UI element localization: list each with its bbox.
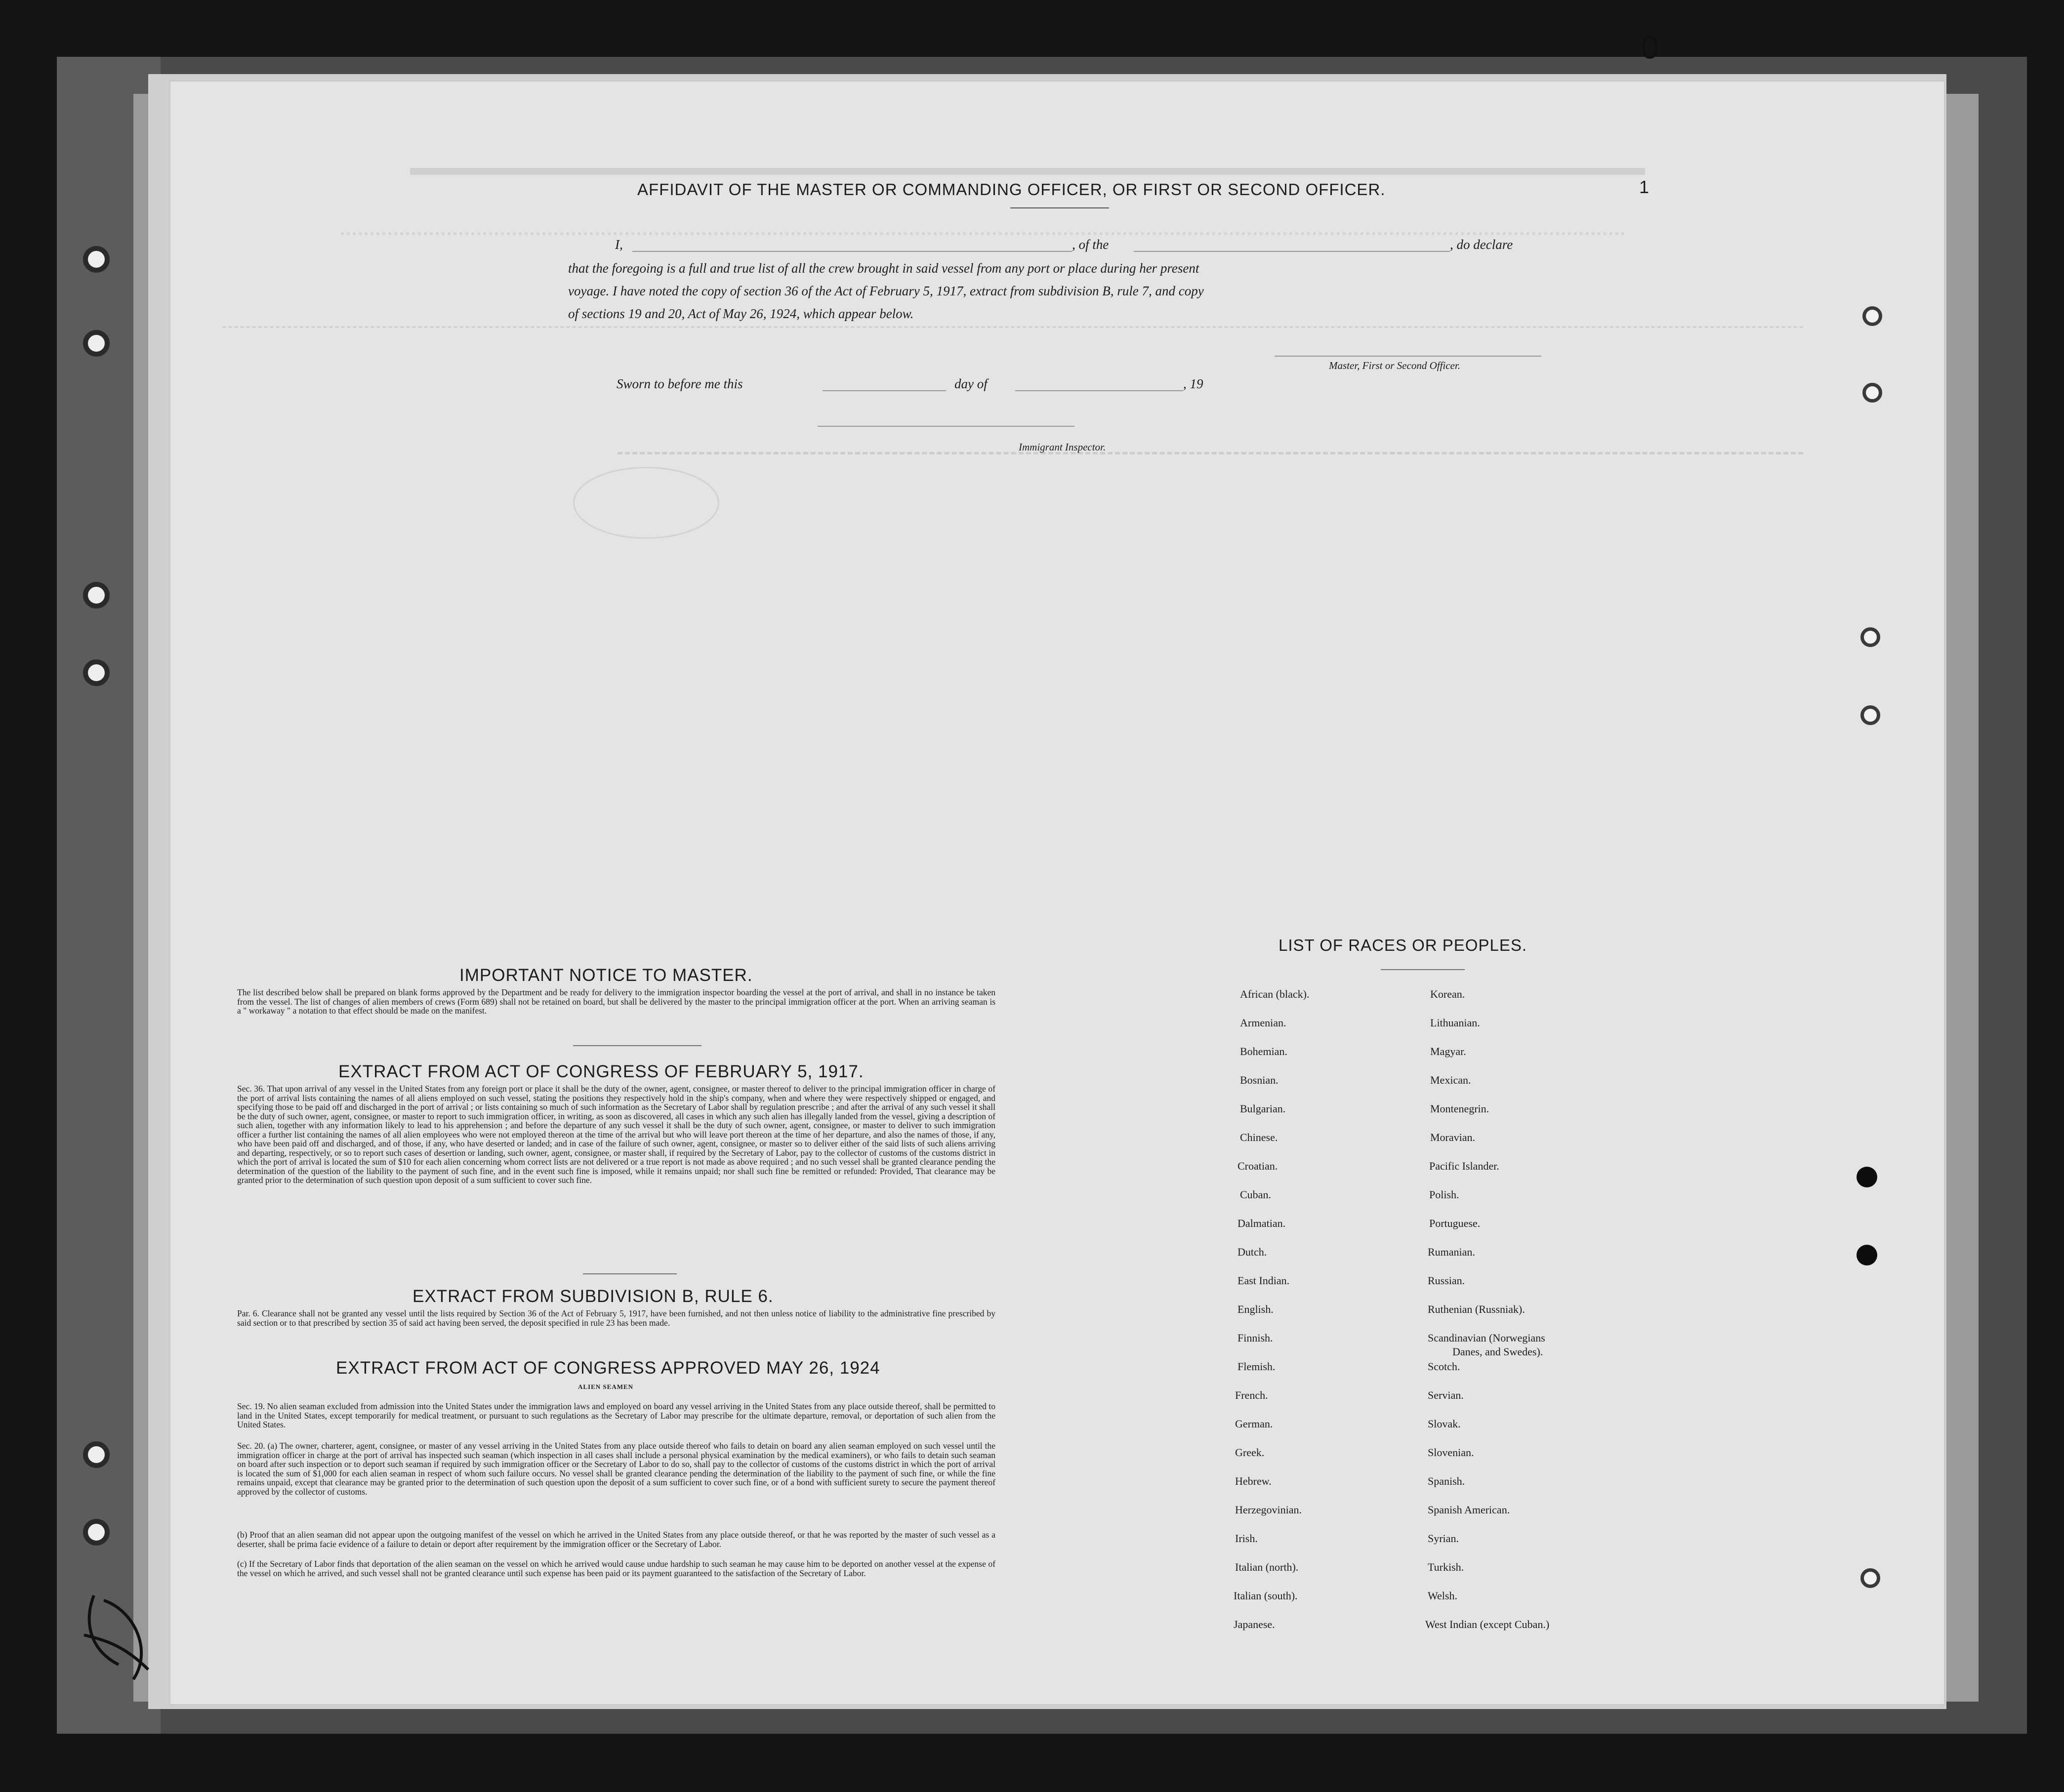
race-item: Herzegovinian. bbox=[1235, 1504, 1302, 1516]
extract-1924-sec20a: Sec. 20. (a) The owner, charterer, agent, consignee, or master of any vessel arriving in the United States from any place outside thereof who fails to detain on board any alien seaman employed on such vessel until the immigration officer in charge at the port of arrival has inspected such seaman (which inspection in all cases shall include a personal physical examination by the medical examiners), or who fails to detain such seaman on board after such inspection or to deport such seaman if required by such immigration officer or the Secretary of Labor to do so, shall pay to the collector of customs of the customs district in which the port of arrival is located the sum of $1,000 for each alien seaman in respect of whom such failure occurs. No vessel shall be granted clearance pending the determination of the liability to the payment of such fine, or while the fine remains unpaid, except that clearance may be granted prior to the determination of such question upon the deposit of a sum sufficient to cover such fine, or of a bond with sufficient surety to secure the payment thereof approved by the collector of customs. bbox=[237, 1441, 995, 1497]
race-item: Pacific Islander. bbox=[1429, 1160, 1499, 1172]
race-item: Portuguese. bbox=[1429, 1217, 1481, 1229]
binder-hole bbox=[1860, 627, 1880, 647]
handwritten-mark bbox=[74, 1581, 173, 1694]
race-item: Bulgarian. bbox=[1240, 1102, 1286, 1115]
race-item: Mexican. bbox=[1430, 1074, 1471, 1086]
affidavit-declarant-i: I, bbox=[615, 237, 623, 252]
race-item: Scotch. bbox=[1428, 1360, 1460, 1373]
binder-hole bbox=[1857, 1167, 1877, 1187]
extract-1924-sec19: Sec. 19. No alien seaman excluded from admission into the United States under the immigration laws and employed on board any vessel arriving in the United States from any place outside thereof, shall be permitted to land in the United States, except temporarily for medical treatment, or pursuant to such regulations as the Secretary of Labor may prescribe for the ultimate departure, removal, or deportation of such alien from the United States. bbox=[237, 1401, 995, 1429]
race-item: Irish. bbox=[1235, 1532, 1258, 1545]
affidavit-text-line: that the foregoing is a full and true list of all the crew brought in said vessel from any port or place during her present bbox=[568, 261, 1199, 276]
extract-1924-sec20b: (b) Proof that an alien seaman did not appear upon the outgoing manifest of the vessel on which he arrived in the United States from any place outside thereof, or that he was reported by the master of such vessel as a deserter, shall be prima facie evidence of a failure to detain or deport after requirement by the immigration officer or the Secretary of Labor. bbox=[237, 1530, 995, 1549]
race-item: Spanish. bbox=[1428, 1475, 1465, 1487]
race-item: Turkish. bbox=[1428, 1561, 1464, 1573]
race-item: Ruthenian (Russniak). bbox=[1428, 1303, 1525, 1315]
race-item: Croatian. bbox=[1238, 1160, 1278, 1172]
divider bbox=[573, 1045, 702, 1046]
notice-title: IMPORTANT NOTICE TO MASTER. bbox=[459, 966, 753, 985]
race-item: Finnish. bbox=[1238, 1332, 1273, 1344]
signature-line bbox=[818, 426, 1074, 427]
race-item: Danes, and Swedes). bbox=[1452, 1345, 1543, 1358]
race-item: Dalmatian. bbox=[1238, 1217, 1286, 1229]
race-item: Rumanian. bbox=[1428, 1246, 1475, 1258]
race-item: West Indian (except Cuban.) bbox=[1425, 1618, 1550, 1630]
notice-body: The list described below shall be prepared on blank forms approved by the Department and be ready for delivery to the immigration inspector boarding the vessel at the port of arrival, and shall in no instance be taken from the vessel. The list of changes of alien members of crews (Form 689) shall not be retained on board, but shall be delivered by the master to the principal immigration officer at the port. When an arriving seaman is a " workaway " a notation to that effect should be made on the manifest. bbox=[237, 987, 995, 1016]
race-item: Dutch. bbox=[1238, 1246, 1267, 1258]
affidavit-text-line: voyage. I have noted the copy of section 36 of the Act of February 5, 1917, extract from subdivision B, rule 7, and copy bbox=[568, 284, 1204, 298]
binder-hole bbox=[83, 330, 110, 357]
race-item: Montenegrin. bbox=[1430, 1102, 1489, 1115]
race-item: German. bbox=[1235, 1418, 1273, 1430]
binder-hole bbox=[83, 659, 110, 686]
race-item: East Indian. bbox=[1238, 1274, 1290, 1287]
blank-line bbox=[823, 390, 946, 391]
race-item: Cuban. bbox=[1240, 1188, 1271, 1201]
race-item: Flemish. bbox=[1238, 1360, 1276, 1373]
extract-1924-sec20c: (c) If the Secretary of Labor finds that deportation of the alien seaman on the vessel on which he arrived would cause undue hardship to such seaman he may cause him to be deported on another vessel at the expense of the vessel on which he arrived, and such vessel shall not be granted clearance until such expense has been paid or its payment guaranteed to the satisfaction of the Secretary of Labor. bbox=[237, 1559, 995, 1578]
extract-rule6-body: Par. 6. Clearance shall not be granted any vessel until the lists required by Section 36 of the Act of February 5, 1917, have been furnished, and not then unless notice of liability to the administrative fine prescribed by said section or to that prescribed by section 35 of said act having been served, the deposit specified in rule 23 has been made. bbox=[237, 1308, 995, 1328]
race-item: Spanish American. bbox=[1428, 1504, 1510, 1516]
day-of-text: day of bbox=[954, 376, 988, 391]
binder-hole bbox=[83, 1441, 110, 1468]
race-item: African (black). bbox=[1240, 988, 1310, 1000]
race-item: Bosnian. bbox=[1240, 1074, 1279, 1086]
blank-line bbox=[1134, 251, 1450, 252]
sworn-text: Sworn to before me this bbox=[617, 376, 743, 391]
divider bbox=[1381, 969, 1465, 970]
race-item: English. bbox=[1238, 1303, 1274, 1315]
races-title: LIST OF RACES OR PEOPLES. bbox=[1279, 936, 1527, 954]
inspector-signature-caption: Immigrant Inspector. bbox=[1019, 441, 1106, 453]
binder-hole bbox=[1857, 1245, 1877, 1265]
year-text: , 19 bbox=[1183, 376, 1203, 391]
binder-hole bbox=[83, 582, 110, 609]
extract-rule6-title: EXTRACT FROM SUBDIVISION B, RULE 6. bbox=[413, 1287, 774, 1306]
show-through-text bbox=[222, 316, 1803, 328]
race-item: Japanese. bbox=[1234, 1618, 1275, 1630]
master-signature-caption: Master, First or Second Officer. bbox=[1329, 360, 1460, 371]
binder-hole bbox=[83, 246, 110, 273]
race-item: Italian (south). bbox=[1234, 1589, 1298, 1602]
binder-hole bbox=[1860, 1568, 1880, 1588]
race-item: Bohemian. bbox=[1240, 1045, 1287, 1058]
race-item: Hebrew. bbox=[1235, 1475, 1272, 1487]
race-item: Russian. bbox=[1428, 1274, 1465, 1287]
race-item: Moravian. bbox=[1430, 1131, 1476, 1143]
race-item: Syrian. bbox=[1428, 1532, 1459, 1545]
show-through-text bbox=[618, 442, 1803, 454]
divider bbox=[1010, 207, 1109, 208]
faded-stamp bbox=[573, 467, 719, 539]
affidavit-of-the: , of the bbox=[1072, 237, 1109, 252]
race-item: Magyar. bbox=[1430, 1045, 1466, 1058]
extract-1917-body: Sec. 36. That upon arrival of any vessel in the United States from any foreign port or place it shall be the duty of the owner, agent, consignee, or master thereof to deliver to the principal immigration officer in charge of the port of arrival lists containing the names of all aliens employed on such vessel, stating the positions they respectively hold in the ship's company, when and where they were respectively shipped or engaged, and specifying those to be paid off and discharged in the port of arrival ; or lists containing so much of such information as the Secretary of Labor shall by regulation prescribe ; and after the arrival of any such vessel it shall be the duty of such owner, agent, consignee, or master to report to such immigration officer, in writing, as soon as discovered, all cases in which any such alien has illegally landed from the vessel, giving a description of such alien, together with any information likely to lead to his apprehension ; and before the departure of any such vessel it shall be the duty of such owner, agent, consignee, or master to deliver to such immigration officer a further list containing the names of all alien employees who were not employed thereon at the time of the arrival but who will leave port thereon at the time of her departure, and also the names of those, if any, who have been paid off and discharged, and of those, if any, who have deserted or landed; and in case of the failure of such owner, agent, consignee, or master so to deliver either of the said lists of such aliens arriving and departing, respectively, or so to report such cases of desertion or landing, such owner, agent, consignee, or master shall, if required by the Secretary of Labor, pay to the collector of customs of the customs district in which the port of arrival is located the sum of $10 for each alien concerning whom correct lists are not delivered or a true report is not made as above required ; and no such vessel shall be granted clearance pending the determination of the question of the liability to the payment of such fine, and in the event such fine is imposed, while it remains unpaid; nor shall such fine be remitted or refunded: Provided, That clearance may be granted prior to the determination of such question upon deposit of a sum sufficient to cover such fine. bbox=[237, 1084, 995, 1185]
binder-hole bbox=[1862, 383, 1882, 403]
race-item: Italian (north). bbox=[1235, 1561, 1299, 1573]
race-item: French. bbox=[1235, 1389, 1268, 1401]
show-through-text bbox=[341, 222, 1625, 235]
race-item: Greek. bbox=[1235, 1446, 1265, 1459]
binder-hole bbox=[1862, 306, 1882, 326]
page-number: 1 bbox=[1639, 177, 1650, 197]
race-item: Welsh. bbox=[1428, 1589, 1457, 1602]
show-through-text bbox=[410, 148, 1645, 175]
race-item: Lithuanian. bbox=[1430, 1017, 1480, 1029]
race-item: Scandinavian (Norwegians bbox=[1428, 1332, 1545, 1344]
binder-hole bbox=[1860, 705, 1880, 725]
affidavit-title: AFFIDAVIT OF THE MASTER OR COMMANDING OFFICER, OR FIRST OR SECOND OFFICER. bbox=[637, 180, 1386, 199]
race-item: Slovak. bbox=[1428, 1418, 1461, 1430]
corner-mark: 0 bbox=[1640, 30, 1660, 66]
extract-1917-title: EXTRACT FROM ACT OF CONGRESS OF FEBRUARY 5, 1917. bbox=[338, 1062, 864, 1081]
affidavit-text-line: of sections 19 and 20, Act of May 26, 1924, which appear below. bbox=[568, 306, 914, 321]
binder-hole bbox=[83, 1519, 110, 1546]
race-item: Armenian. bbox=[1240, 1017, 1286, 1029]
alien-seamen-subtitle: ALIEN SEAMEN bbox=[578, 1383, 634, 1390]
race-item: Slovenian. bbox=[1428, 1446, 1474, 1459]
race-item: Servian. bbox=[1428, 1389, 1464, 1401]
extract-1924-title: EXTRACT FROM ACT OF CONGRESS APPROVED MAY 26, 1924 bbox=[336, 1358, 880, 1378]
divider bbox=[583, 1273, 677, 1274]
blank-line bbox=[632, 251, 1072, 252]
signature-line bbox=[1275, 356, 1541, 357]
affidavit-do-declare: , do declare bbox=[1450, 237, 1513, 252]
race-item: Korean. bbox=[1430, 988, 1465, 1000]
race-item: Polish. bbox=[1429, 1188, 1459, 1201]
blank-line bbox=[1015, 390, 1183, 391]
race-item: Chinese. bbox=[1240, 1131, 1278, 1143]
